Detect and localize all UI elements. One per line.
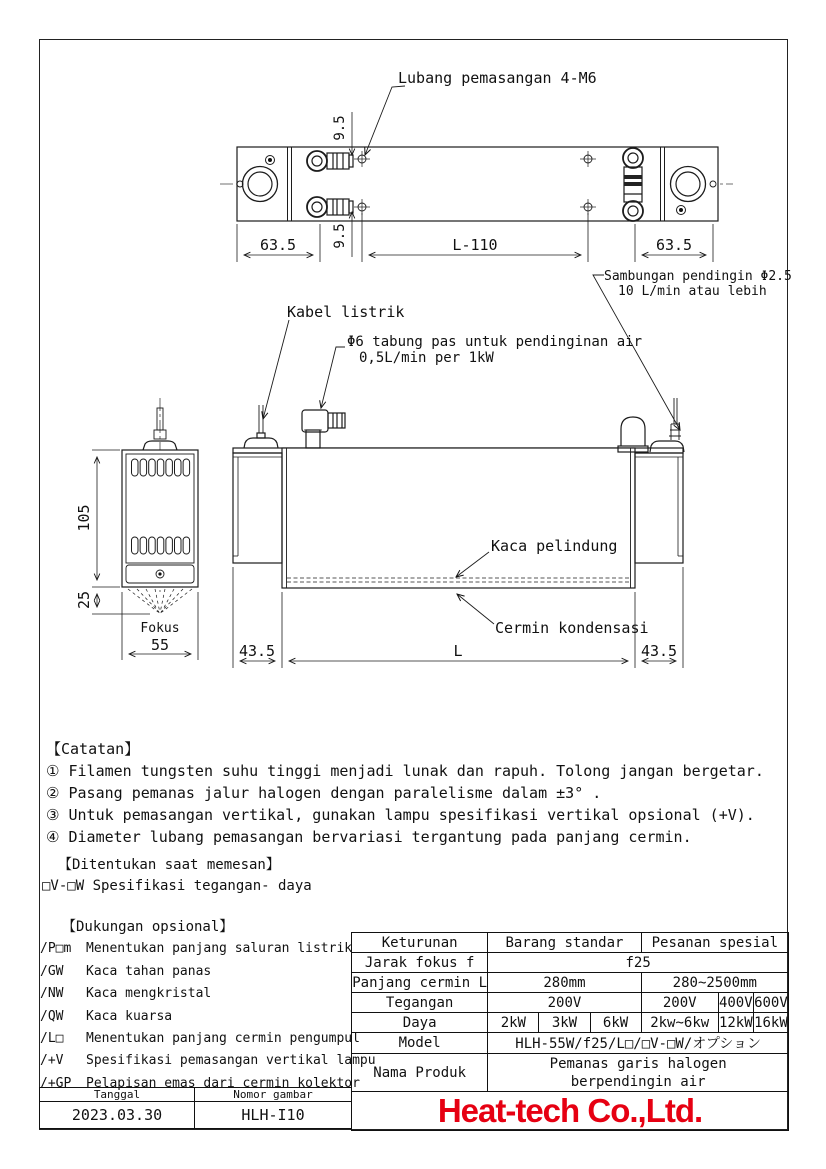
tegangan-special-2: 400V — [718, 994, 753, 1011]
spec-header-standard: Barang standar — [488, 933, 641, 953]
option-text: Kaca tahan panas — [86, 963, 212, 979]
dim-63-5-left: 63.5 — [259, 236, 297, 254]
logo-row — [352, 1092, 789, 1131]
tegangan-label: Tegangan — [352, 993, 488, 1013]
options-heading: 【Dukungan opsional】 — [62, 919, 234, 935]
option-code: /+GP — [40, 1075, 72, 1091]
fokus-label: Jarak fokus f — [352, 953, 488, 973]
option-code: /NW — [40, 986, 64, 1002]
leader-water-tube — [321, 347, 345, 408]
option-item — [40, 1028, 376, 1050]
daya-s1: 2kW — [488, 1013, 539, 1033]
leader-power-cable — [263, 320, 289, 419]
option-text: Kaca kuarsa — [86, 1008, 173, 1024]
spec-row-tegangan — [352, 993, 789, 1013]
label-power-cable: Kabel listrik — [287, 303, 405, 321]
dim-L: L — [453, 642, 463, 660]
dim-25: 25 — [75, 590, 93, 610]
label-mounting-hole: Lubang pemasangan 4-M6 — [398, 69, 597, 87]
cermin-standard: 280mm — [488, 973, 641, 993]
dim-43-5-left: 43.5 — [238, 642, 276, 660]
label-cooling-joint-1: Sambungan pendingin Φ2.5 — [604, 269, 792, 284]
model-label: Model — [352, 1033, 488, 1054]
notes-section — [46, 738, 764, 848]
order-spec-heading: 【Ditentukan saat memesan】 — [58, 857, 280, 873]
spec-row-produk — [352, 1054, 789, 1092]
dim-105: 105 — [75, 504, 93, 532]
tegangan-standard: 200V — [488, 993, 641, 1013]
daya-sp1: 2kw~6kw — [641, 1013, 718, 1033]
tanggal-value: 2023.03.30 — [40, 1102, 195, 1129]
dome-fitting-right — [618, 417, 648, 452]
spec-header-special: Pesanan spesial — [641, 933, 788, 953]
spec-header-row — [352, 933, 789, 953]
tegangan-special-3: 600V — [754, 994, 788, 1011]
produk-value-line2: berpendingin air — [570, 1073, 706, 1090]
label-condensing-mirror: Cermin kondensasi — [495, 619, 649, 637]
dim-55: 55 — [150, 636, 170, 654]
label-water-tube-2: 0,5L/min per 1kW — [359, 350, 494, 366]
title-block — [39, 1087, 352, 1129]
produk-value-line1: Pemanas garis halogen — [549, 1055, 727, 1072]
tanggal-label: Tanggal — [40, 1088, 195, 1102]
dim-9-5-top: 9.5 — [332, 115, 348, 141]
nomor-gambar-label: Nomor gambar — [195, 1088, 352, 1102]
title-block-header-row — [40, 1088, 352, 1102]
dim-63-5-right: 63.5 — [655, 236, 693, 254]
order-spec-line: □V-□W Spesifikasi tegangan- daya — [42, 878, 312, 894]
option-text: Menentukan panjang cermin pengumpul — [86, 1031, 360, 1047]
daya-label: Daya — [352, 1013, 488, 1033]
front-view — [233, 320, 684, 668]
elbow-fitting — [302, 410, 345, 448]
spec-row-cermin — [352, 973, 789, 993]
note-item: ② Pasang pemanas jalur halogen dengan paralelisme dalam ±3° . — [46, 784, 602, 802]
label-water-tube-1: Φ6 tabung pas untuk pendinginan air — [347, 334, 643, 350]
option-text: Spesifikasi pemasangan vertikal lampu — [86, 1053, 376, 1069]
option-text: Menentukan panjang saluran listrik — [86, 941, 353, 957]
option-text: Kaca mengkristal — [86, 986, 212, 1002]
company-logo: Heat-tech Co.,Ltd. — [437, 1092, 703, 1129]
order-spec-section — [42, 855, 312, 897]
fokus-value: f25 — [488, 953, 789, 973]
option-item — [40, 983, 376, 1005]
model-value: HLH-55W/f25/L□/□V-□W/オプション — [488, 1033, 789, 1054]
note-item: ① Filamen tungsten suhu tinggi menjadi lunak dan rapuh. Tolong jangan bergetar. — [46, 762, 764, 780]
cermin-special: 280~2500mm — [641, 973, 788, 993]
label-focus: Fokus — [140, 621, 180, 636]
option-item — [40, 961, 376, 983]
company-logo-cell — [352, 1092, 789, 1131]
produk-value — [488, 1054, 789, 1092]
option-item — [40, 938, 376, 960]
option-code: /L□ — [40, 1031, 64, 1047]
spec-row-daya — [352, 1013, 789, 1033]
produk-label: Nama Produk — [352, 1054, 488, 1092]
option-code: /P□m — [40, 941, 72, 957]
leader-mirror — [457, 594, 494, 624]
option-code: /GW — [40, 963, 64, 979]
options-section — [40, 916, 376, 1095]
daya-s2: 3kW — [539, 1013, 590, 1033]
dim-9-5-bottom: 9.5 — [332, 223, 348, 249]
title-block-value-row — [40, 1102, 352, 1129]
notes-heading: 【Catatan】 — [46, 740, 140, 758]
dim-L-110: L-110 — [452, 236, 498, 254]
spec-row-fokus — [352, 953, 789, 973]
daya-sp3: 16kW — [754, 1014, 788, 1031]
dim-43-5-right: 43.5 — [640, 642, 678, 660]
nomor-gambar-value: HLH-I10 — [195, 1102, 352, 1129]
label-protect-glass: Kaca pelindung — [491, 537, 618, 555]
spec-table — [351, 932, 789, 1131]
daya-sp2: 12kW — [718, 1014, 753, 1031]
spec-header-keturunan: Keturunan — [352, 933, 488, 953]
option-code: /+V — [40, 1053, 64, 1069]
daya-s3: 6kW — [590, 1013, 641, 1033]
tegangan-special-1: 200V — [641, 993, 718, 1013]
focus-rays — [128, 589, 192, 613]
top-view — [220, 86, 733, 430]
label-cooling-joint-2: 10 L/min atau lebih — [618, 284, 767, 299]
cable-gland-left — [244, 405, 278, 448]
note-item: ③ Untuk pemasangan vertikal, gunakan lampu spesifikasi vertikal opsional (+V). — [46, 806, 755, 824]
option-item — [40, 1006, 376, 1028]
note-item: ④ Diameter lubang pemasangan bervariasi tergantung pada panjang cermin. — [46, 828, 692, 846]
spec-row-model — [352, 1033, 789, 1054]
leader-mounting-hole — [365, 86, 405, 155]
cermin-label: Panjang cermin L — [352, 974, 488, 991]
option-text: Pelapisan emas dari cermin kolektor — [86, 1075, 360, 1091]
option-code: /QW — [40, 1008, 64, 1024]
option-item — [40, 1050, 376, 1072]
